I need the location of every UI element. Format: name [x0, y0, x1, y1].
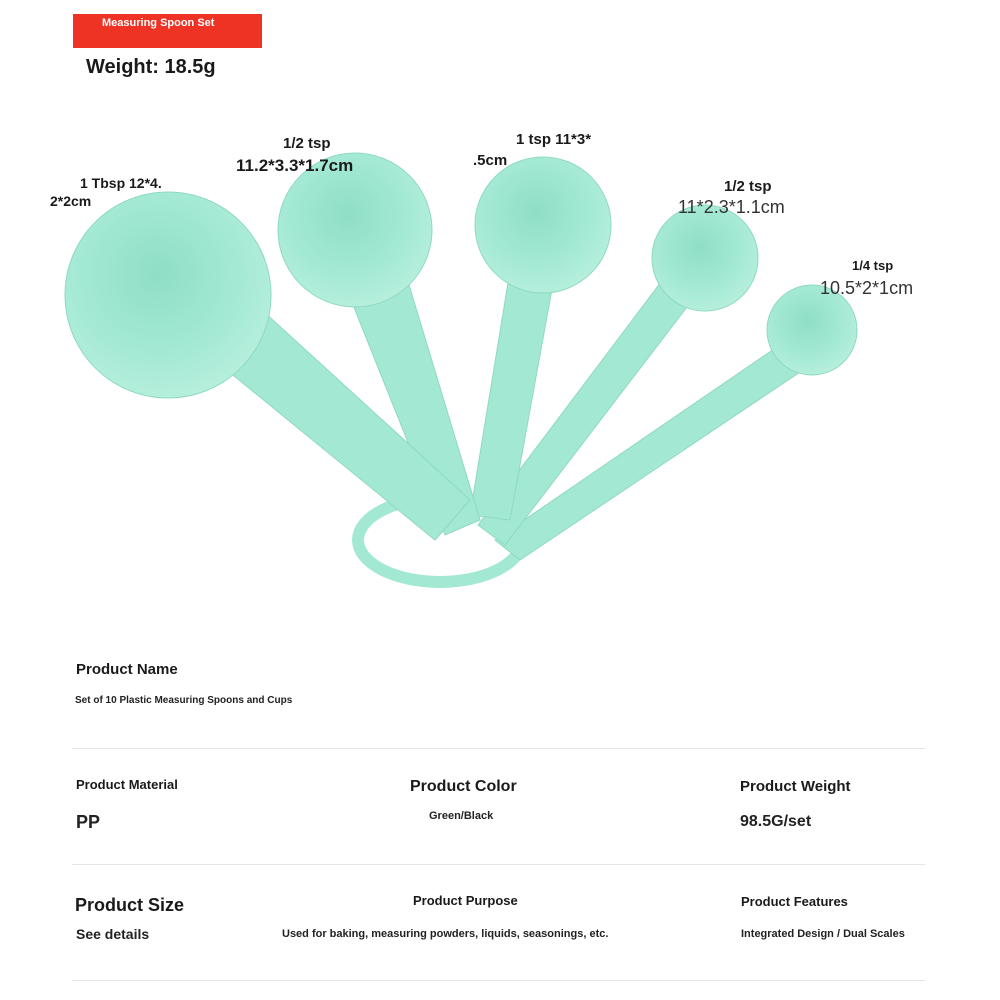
spoon-label-3-line1: 1 tsp 11*3*	[516, 131, 592, 148]
product-weight-value: 98.5G/set	[740, 813, 812, 830]
product-purpose-label: Product Purpose	[413, 893, 518, 908]
spoon-label-5-line2: 10.5*2*1cm	[820, 278, 914, 298]
badge-text: Measuring Spoon Set	[102, 17, 215, 29]
set-weight: Weight: 18.5g	[86, 56, 216, 78]
divider-2	[72, 864, 925, 865]
product-material-value: PP	[76, 812, 101, 832]
spoon-half-tsp-small-bowl	[652, 205, 758, 311]
spoon-label-2-line2: 11.2*3.3*1.7cm	[236, 156, 354, 175]
product-purpose-value: Used for baking, measuring powders, liquids, seasonings, etc.	[282, 928, 609, 940]
spoon-label-3-line2: .5cm	[473, 152, 508, 169]
spoon-label-2-line1: 1/2 tsp	[283, 135, 331, 152]
product-features-label: Product Features	[741, 894, 848, 909]
divider-3	[72, 980, 925, 981]
product-size-value: See details	[76, 926, 150, 942]
spoon-tbsp-bowl	[65, 192, 271, 398]
spoon-label-5-line1: 1/4 tsp	[852, 258, 894, 273]
spoon-label-1-line2: 2*2cm	[50, 193, 92, 209]
product-name-value: Set of 10 Plastic Measuring Spoons and Cups	[75, 695, 293, 706]
product-weight-label: Product Weight	[740, 778, 851, 795]
spoon-half-tsp-bowl	[278, 153, 432, 307]
spoon-label-1-line1: 1 Tbsp 12*4.	[80, 175, 162, 191]
spoon-label-4-line1: 1/2 tsp	[724, 178, 772, 195]
spoon-one-tsp-bowl	[475, 157, 611, 293]
product-name-label: Product Name	[76, 661, 178, 678]
product-color-value: Green/Black	[429, 810, 494, 822]
spoon-label-4-line2: 11*2.3*1.1cm	[678, 197, 785, 217]
product-material-label: Product Material	[76, 777, 178, 792]
product-size-label: Product Size	[75, 895, 185, 915]
divider-1	[72, 748, 925, 749]
product-features-value: Integrated Design / Dual Scales	[741, 928, 905, 940]
product-color-label: Product Color	[410, 778, 517, 795]
